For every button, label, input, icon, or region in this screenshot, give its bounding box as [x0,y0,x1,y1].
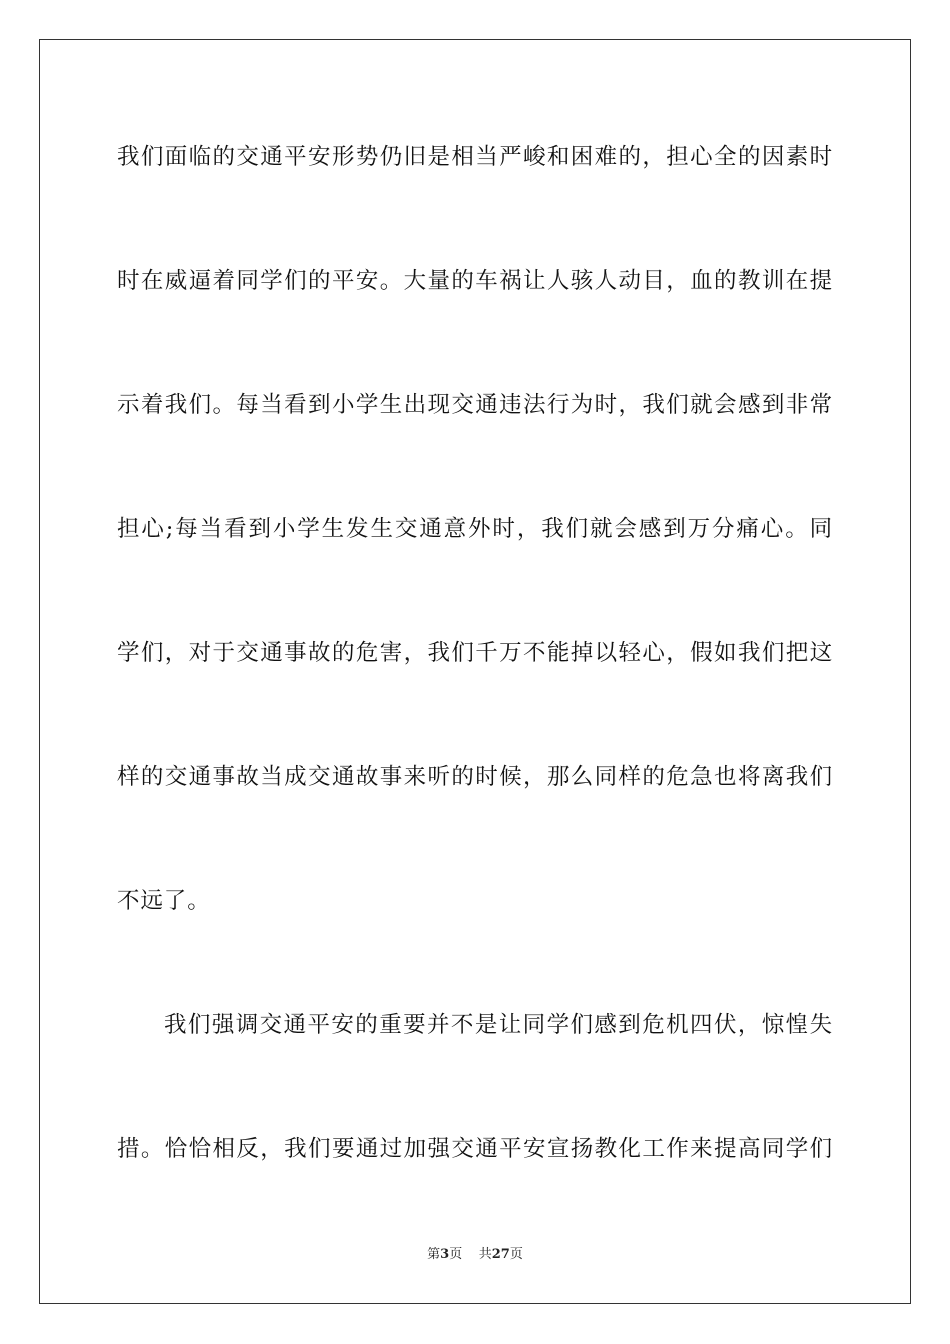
page-prefix: 第 [427,1247,441,1262]
paragraph-line: 我们强调交通平安的重要并不是让同学们感到危机四伏，惊惶失 [164,1012,833,1038]
paragraph-line: 措。恰恰相反，我们要通过加强交通平安宣扬教化工作来提高同学们 [117,1136,833,1162]
paragraph-line: 不远了。 [117,888,211,914]
document-body [117,126,833,1242]
paragraph-line: 时在威逼着同学们的平安。大量的车祸让人骇人动目，血的教训在提 [117,268,833,294]
page-footer [0,1245,950,1265]
total-suffix: 页 [509,1247,523,1262]
paragraph-line: 我们面临的交通平安形势仍旧是相当严峻和困难的，担心全的因素时 [117,144,833,170]
page-suffix: 页 [449,1247,463,1262]
page-number: 3 [440,1247,450,1262]
paragraph-line: 示着我们。每当看到小学生出现交通违法行为时，我们就会感到非常 [117,392,833,418]
total-pages: 27 [491,1247,510,1262]
total-prefix: 共 [478,1247,492,1262]
paragraph-line: 样的交通事故当成交通故事来听的时候，那么同样的危急也将离我们 [117,764,833,790]
paragraph-line: 担心;每当看到小学生发生交通意外时，我们就会感到万分痛心。同 [117,516,833,542]
paragraph-line: 学们，对于交通事故的危害，我们千万不能掉以轻心，假如我们把这 [117,640,833,666]
